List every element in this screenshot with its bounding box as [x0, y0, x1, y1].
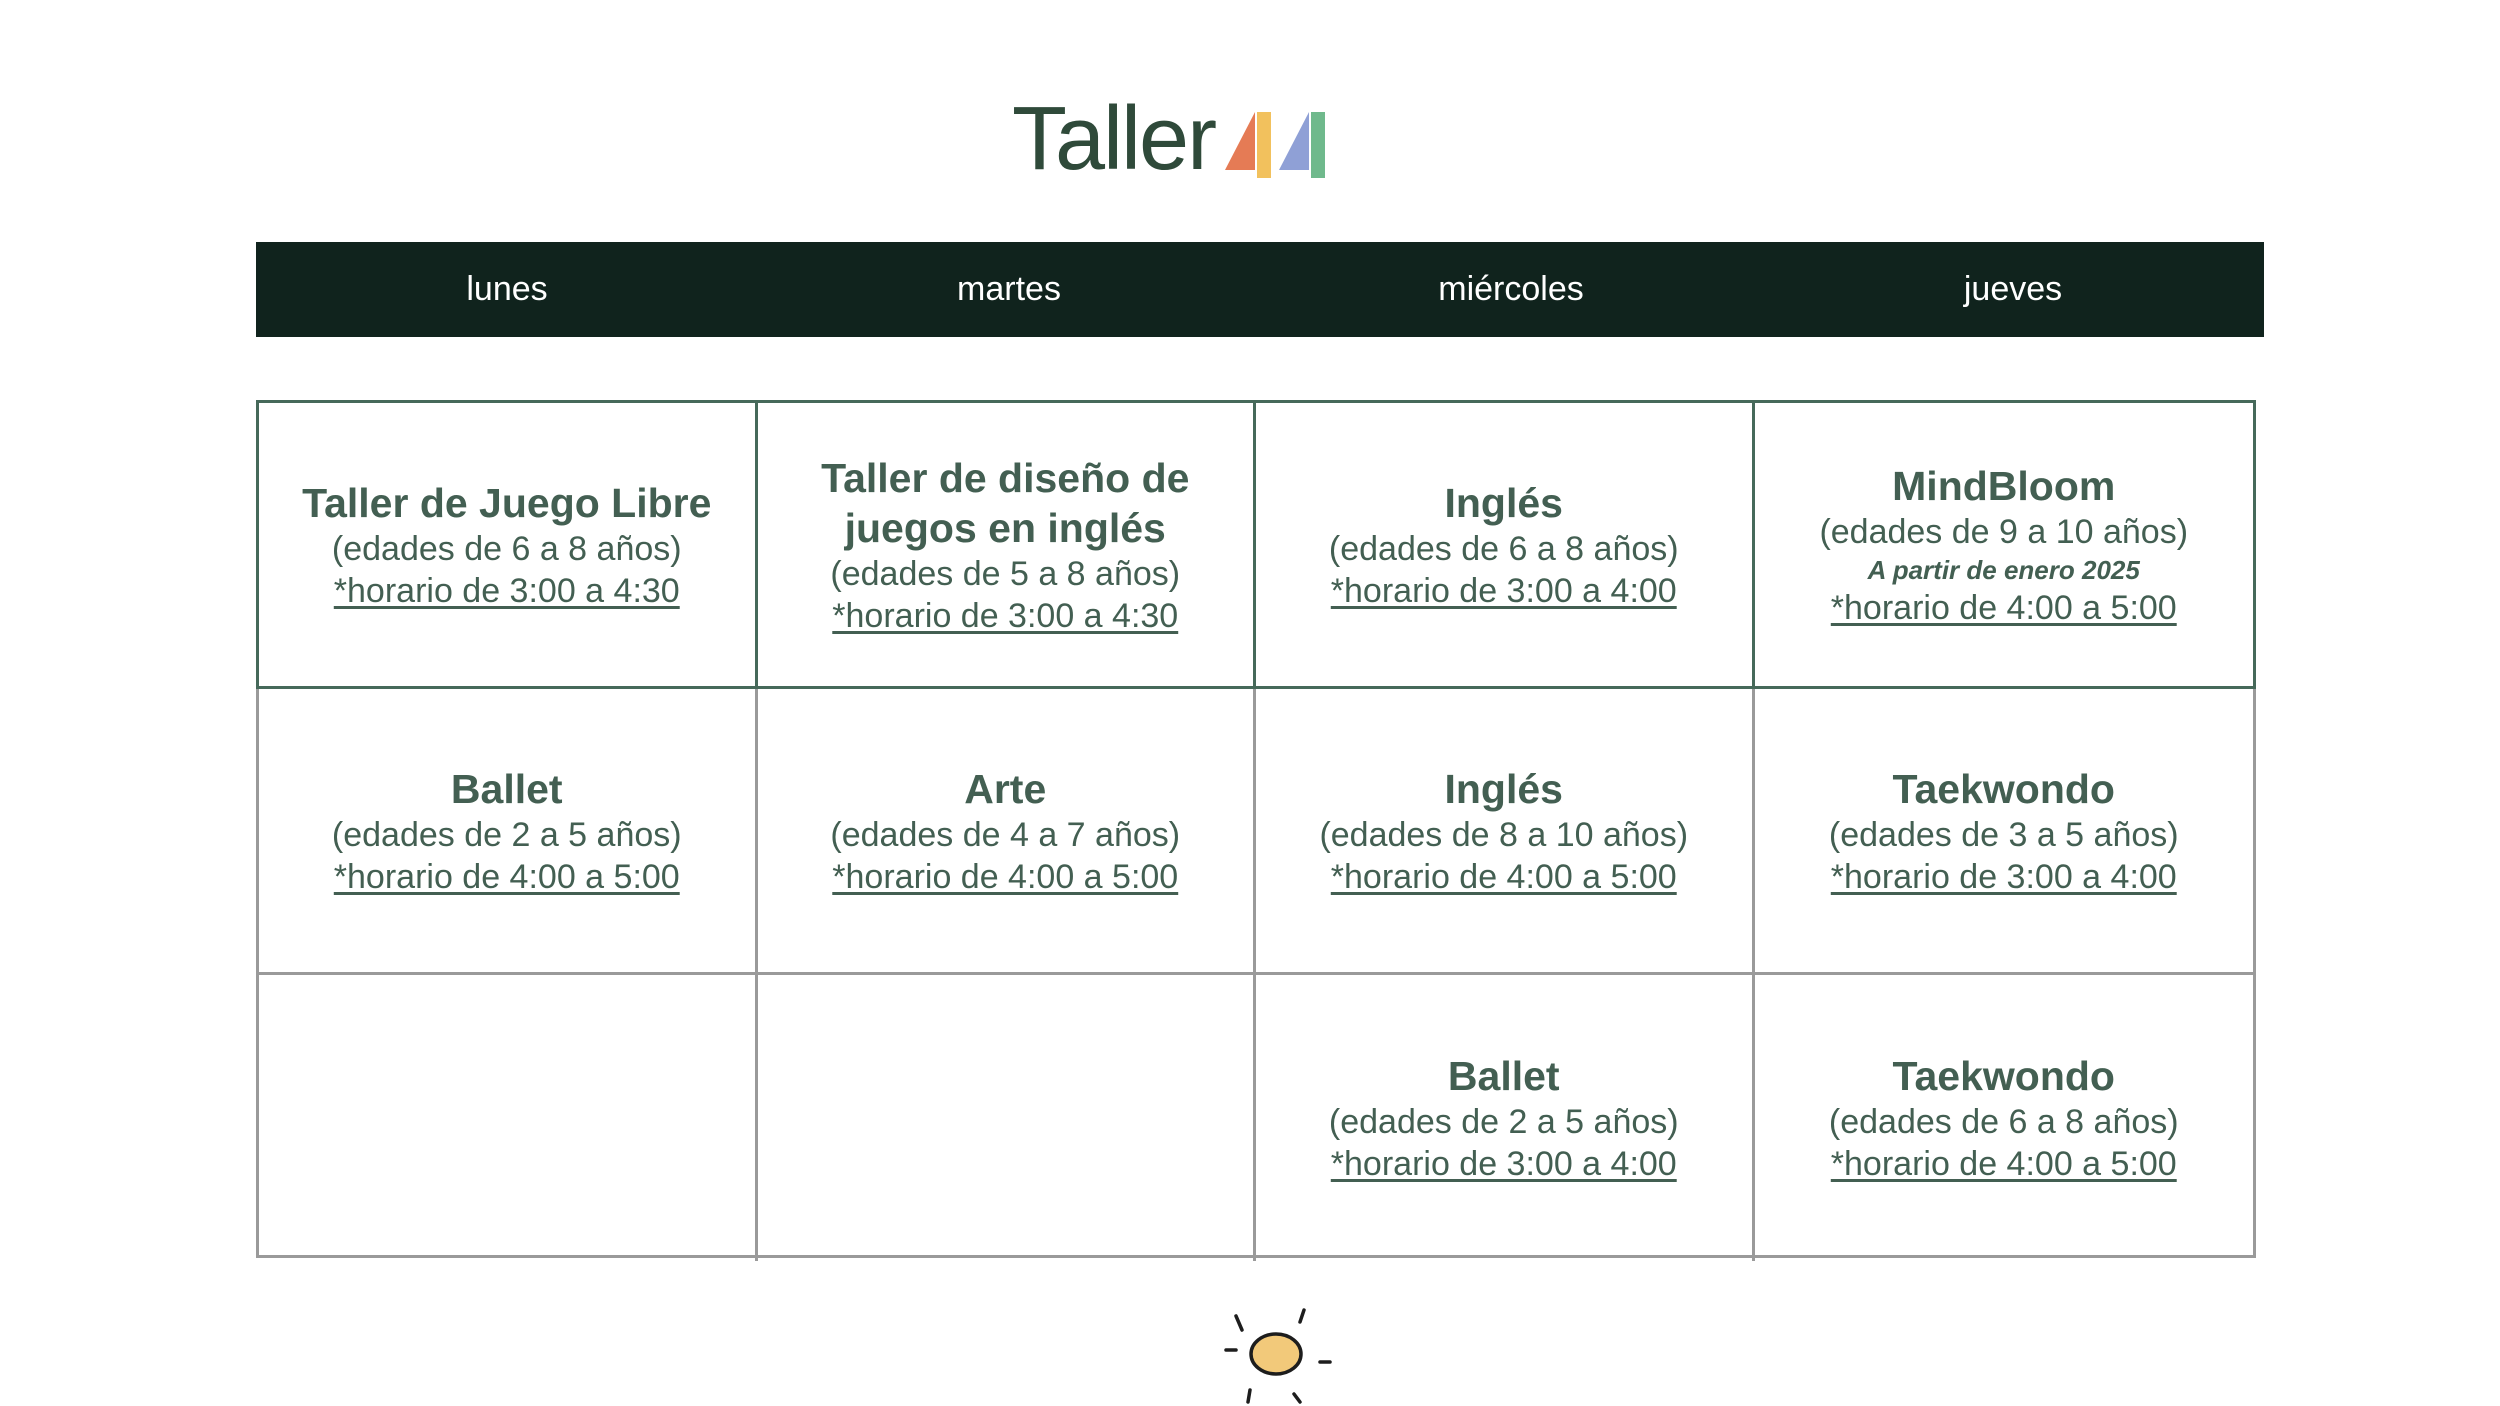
day-miercoles: miércoles [1438, 270, 1584, 308]
sun-icon [1218, 1302, 1334, 1406]
class-hours: *horario de 4:00 a 5:00 [1830, 1145, 2177, 1183]
class-title: Taekwondo [1892, 1053, 2115, 1099]
schedule-grid [256, 400, 2256, 1258]
class-title: Ballet [1447, 1053, 1560, 1099]
class-hours: *horario de 4:00 a 5:00 [333, 857, 680, 896]
class-title: Taekwondo [1892, 765, 2115, 812]
class-hours: *horario de 3:00 a 4:00 [1330, 1145, 1677, 1183]
class-ages: (edades de 6 a 8 años) [1328, 529, 1679, 568]
class-title: Arte [964, 765, 1047, 812]
schedule-cell [1256, 403, 1755, 689]
schedule-cell [758, 403, 1257, 689]
class-hours: *horario de 3:00 a 4:30 [333, 571, 680, 610]
class-title: Ballet [450, 765, 563, 812]
class-hours: *horario de 3:00 a 4:00 [1330, 571, 1677, 610]
class-hours: *horario de 3:00 a 4:00 [1830, 857, 2177, 896]
class-hours: *horario de 4:00 a 5:00 [1330, 857, 1677, 896]
schedule-cell [1755, 403, 2254, 689]
class-ages: (edades de 2 a 5 años) [331, 815, 682, 854]
schedule-cell [259, 403, 758, 689]
schedule-cell [1755, 689, 2254, 975]
schedule-cell [1256, 975, 1755, 1261]
days-header [256, 242, 2264, 337]
schedule-cell-empty [259, 975, 758, 1261]
class-title: Taller de diseño de juegos en inglés [821, 454, 1190, 551]
class-ages: (edades de 5 a 8 años) [830, 554, 1181, 593]
class-ages: (edades de 6 a 8 años) [1828, 1103, 2179, 1141]
class-ages: (edades de 2 a 5 años) [1328, 1103, 1679, 1141]
day-jueves: jueves [1963, 270, 2063, 308]
logo [1012, 84, 1331, 189]
class-ages: (edades de 6 a 8 años) [331, 529, 682, 568]
logo-mark-icon [1225, 112, 1331, 178]
class-title: MindBloom [1892, 462, 2116, 509]
class-title: Taller de Juego Libre [302, 479, 712, 526]
day-martes: martes [957, 270, 1061, 308]
schedule-cell-empty [758, 975, 1257, 1261]
schedule-cell [758, 689, 1257, 975]
class-hours: *horario de 4:00 a 5:00 [832, 857, 1179, 896]
schedule-cell [1755, 975, 2254, 1261]
class-ages: (edades de 3 a 5 años) [1828, 815, 2179, 854]
schedule-cell [1256, 689, 1755, 975]
class-title: Inglés [1444, 765, 1563, 812]
class-hours: *horario de 4:00 a 5:00 [1830, 588, 2177, 627]
class-title: Inglés [1444, 479, 1563, 526]
class-note: A partir de enero 2025 [1867, 554, 2140, 585]
schedule-cell [259, 689, 758, 975]
class-ages: (edades de 9 a 10 años) [1819, 512, 2189, 551]
logo-text: Taller [1012, 89, 1216, 189]
class-ages: (edades de 4 a 7 años) [830, 815, 1181, 854]
class-ages: (edades de 8 a 10 años) [1319, 815, 1689, 854]
class-hours: *horario de 3:00 a 4:30 [832, 596, 1179, 635]
day-lunes: lunes [466, 270, 548, 308]
